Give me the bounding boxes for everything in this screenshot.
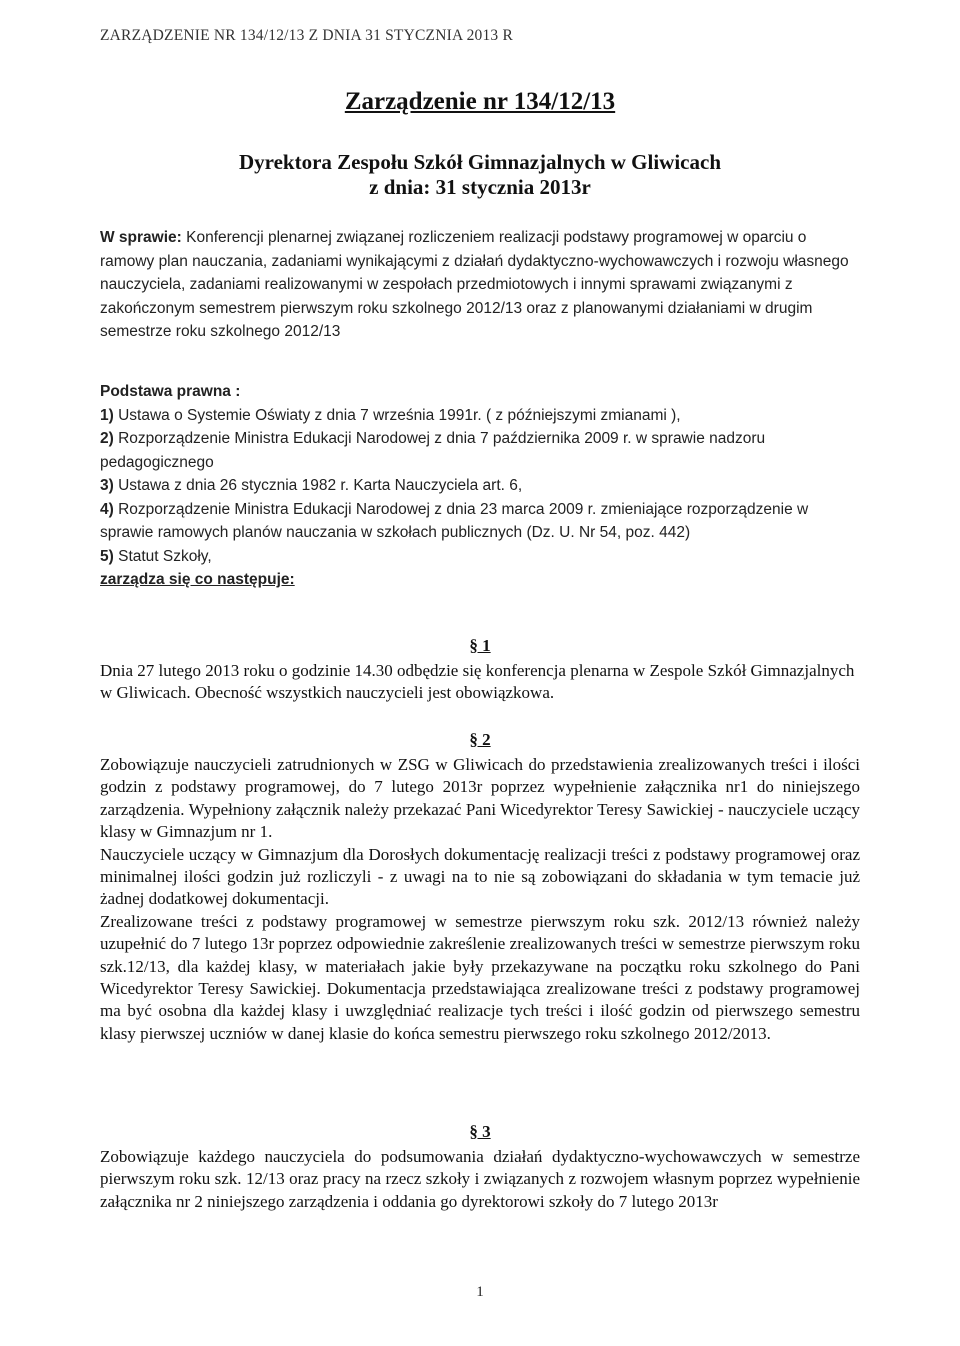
document-subtitle-issuer: Dyrektora Zespołu Szkół Gimnazjalnych w Gliwicach [238,150,722,174]
section-3-mark: § 3 [469,1122,491,1141]
subject-text: Konferencji plenarnej związanej rozliczeniem realizacji podstawy programowej w oparciu o ramowy plan nauczania, zadaniami wynikającymi z działań dydaktyczno-wychowawczych i rozwoju własnego nauczyciela, zadaniami realizowanymi w zespołach przedmiotowych i innymi sprawami związanymi z zakończonym semestrem pierwszym roku szkolnego 2012/13 oraz z planowanymi działaniami w drugim semestrze roku szkolnego 2012/13 [100,229,849,340]
orders-heading: zarządza się co następuje: [100,571,295,588]
section-2-paragraph: Nauczyciele uczący w Gimnazjum dla Dorosłych dokumentację realizacji treści z podstawy programowej oraz minimalnej ilości godzin już rozliczyli - z uwagi na to nie są zobowiązani do składania w tym temacie już żadnej dodatkowej dokumentacji. [100,844,860,909]
legal-basis-label: Podstawa prawna : [100,383,241,400]
section-1-mark: § 1 [469,636,491,655]
section-1-text: Dnia 27 lutego 2013 roku o godzinie 14.30 odbędzie się konferencja plenarna w Zespole Szkół Gimnazjalnych w Gliwicach. Obecność wszystkich nauczycieli jest obowiązkowa. [100,661,855,703]
section-2-paragraph: Zrealizowane treści z podstawy programowej w semestrze pierwszym roku szk. 2012/13 również należy uzupełnić do 7 lutego 13r poprzez odpowiednie zakreślenie zrealizowanych treści w semestrze pierwszym roku szk.12/13, dla każdej klasy, w materiałach jakie były przekazywane na początku roku szkolnego do Pani Wicedyrektor Teresy Sawickiej. Dokumentacja przedstawiająca zrealizowane treści z podstawy programowej ma być osobna dla każdej klasy i uwzględniać realizacje tych treści i ilość godzin od pierwszego semestru klasy pierwszej uczniów w danej klasie do końca semestru pierwszego roku szkolnego 2012/2013. [100,911,860,1043]
document-title: Zarządzenie nr 134/12/13 [344,88,616,115]
legal-basis-item: 1) Ustawa o Systemie Oświaty z dnia 7 września 1991r. ( z późniejszymi zmianami ), [100,406,681,424]
legal-basis-item: 2) Rozporządzenie Ministra Edukacji Narodowej z dnia 7 października 2009 r. w sprawie nadzoru pedagogicznego [100,430,766,471]
legal-basis [100,380,860,592]
page-number: 1 [476,1284,484,1300]
section-2-paragraph: Zobowiązuje nauczycieli zatrudnionych w ZSG w Gliwicach do przedstawienia zrealizowanych treści i ilości godzin z podstawy programowej, do 7 lutego 2013r poprzez wypełnienie załącznika nr1 do niniejszego zarządzenia. Wypełniony załącznik należy przekazać Pani Wicedyrektor Teresy Sawickiej - nauczyciele uczący klasy w Gimnazjum nr 1. [100,755,860,842]
running-header: ZARZĄDZENIE NR 134/12/13 Z DNIA 31 STYCZNIA 2013 R [100,27,513,44]
subject-paragraph [100,226,860,344]
section-2-body [100,754,860,1045]
legal-basis-item: 4) Rozporządzenie Ministra Edukacji Narodowej z dnia 23 marca 2009 r. zmieniające rozporządzenie w sprawie ramowych planów nauczania w szkołach publicznych (Dz. U. Nr 54, poz. 442) [100,500,809,541]
legal-basis-item: 5) Statut Szkoły, [100,547,212,565]
subject-label: W sprawie: [100,229,182,246]
section-3-text: Zobowiązuje każdego nauczyciela do podsumowania działań dydaktyczno-wychowawczych w semestrze pierwszym roku szk. 12/13 oraz pracy na rzecz szkoły i związanych z rozwojem własnym poprzez wypełnienie załącznika nr 2 niniejszego zarządzenia i oddania go dyrektorowi szkoły do 7 lutego 2013r [100,1147,860,1211]
section-2-mark: § 2 [469,730,491,749]
document-subtitle-date: z dnia: 31 stycznia 2013r [369,175,591,199]
legal-basis-item: 3) Ustawa z dnia 26 stycznia 1982 r. Karta Nauczyciela art. 6, [100,477,523,494]
